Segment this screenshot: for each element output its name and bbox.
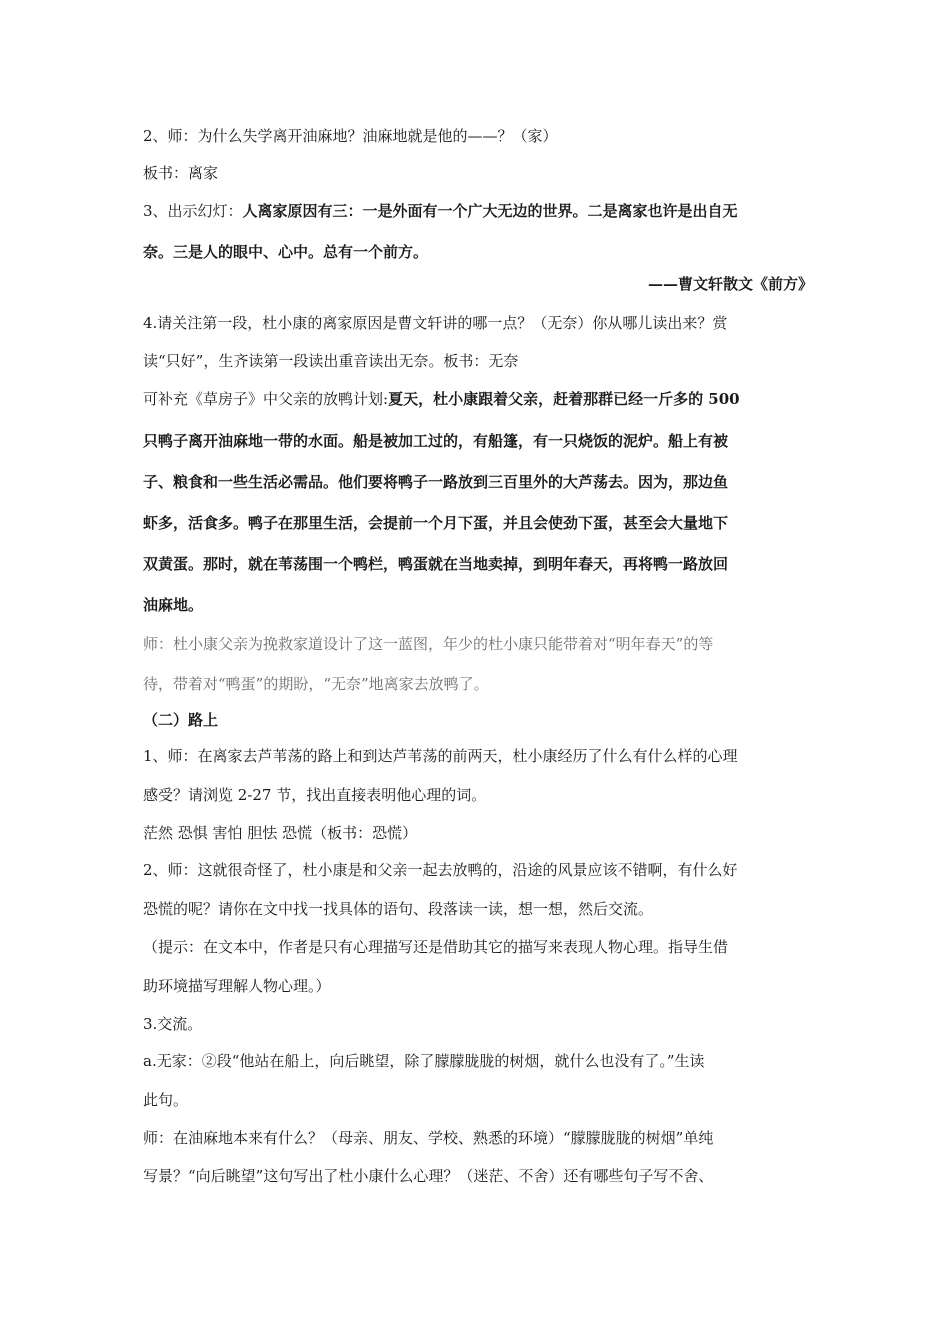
text-line: 读“只好”，生齐读第一段读出重音读出无奈。板书：无奈 xyxy=(143,352,519,370)
text-line: 助环境描写理解人物心理。） xyxy=(143,977,331,995)
text-span: 可补充《草房子》中父亲的放鸭计划: xyxy=(143,390,389,408)
section-heading: （二）路上 xyxy=(143,711,219,729)
text-line: 此句。 xyxy=(143,1091,189,1109)
text-line: 3.交流。 xyxy=(143,1015,203,1033)
text-line: 恐慌的呢？请你在文中找一找具体的语句、段落读一读，想一想，然后交流。 xyxy=(143,900,654,918)
excerpt-text: 子、粮食和一些生活必需品。他们要将鸭子一路放到三百里外的大芦荡去。因为，那边鱼 xyxy=(143,473,729,491)
text-line: 4.请关注第一段，杜小康的离家原因是曹文轩讲的哪一点？（无奈）你从哪儿读出来？赏 xyxy=(143,314,728,332)
quote-text: 奈。三是人的眼中、心中。总有一个前方。 xyxy=(143,243,429,261)
excerpt-text: 油麻地。 xyxy=(143,596,204,614)
excerpt-text: 只鸭子离开油麻地一带的水面。船是被加工过的，有船篷，有一只烧饭的泥炉。船上有被 xyxy=(143,432,729,450)
text-line xyxy=(143,389,813,409)
text-line: 写景？“向后眺望”这句写出了杜小康什么心理？（迷茫、不舍）还有哪些句子写不舍、 xyxy=(143,1167,714,1185)
text-line: 板书：离家 xyxy=(143,164,219,182)
quote-text: 人离家原因有三：一是外面有一个广大无边的世界。二是离家也许是出自无 xyxy=(242,202,738,220)
excerpt-text: 双黄蛋。那时，就在苇荡围一个鸭栏，鸭蛋就在当地卖掉，到明年春天，再将鸭一路放回 xyxy=(143,555,729,573)
text-line: （提示：在文本中，作者是只有心理描写还是借助其它的描写来表现人物心理。指导生借 xyxy=(143,938,729,956)
excerpt-text: 夏天，杜小康跟着父亲，赶着那群已经一斤多的 500 xyxy=(388,390,740,408)
excerpt-text: 虾多，活食多。鸭子在那里生活，会提前一个月下蛋，并且会使劲下蛋，甚至会大量地下 xyxy=(143,514,729,532)
text-line: 1、师：在离家去芦苇荡的路上和到达芦苇荡的前两天，杜小康经历了什么有什么样的心理 xyxy=(143,747,738,765)
teacher-note: 待，带着对“鸭蛋”的期盼，“无奈”地离家去放鸭了。 xyxy=(143,675,489,693)
text-line: a.无家：②段“他站在船上，向后眺望，除了朦朦胧胧的树烟，就什么也没有了。”生读 xyxy=(143,1052,705,1070)
text-line xyxy=(143,201,813,221)
text-line: 感受？请浏览 2-27 节，找出直接表明他心理的词。 xyxy=(143,786,487,804)
teacher-note: 师：杜小康父亲为挽救家道设计了这一蓝图，年少的杜小康只能带着对“明年春天”的等 xyxy=(143,635,714,653)
text-line: 师：在油麻地本来有什么？（母亲、朋友、学校、熟悉的环境）“朦朦胧胧的树烟”单纯 xyxy=(143,1129,714,1147)
text-span: 3、出示幻灯： xyxy=(143,202,243,220)
text-line: 茫然 恐惧 害怕 胆怯 恐慌（板书：恐慌） xyxy=(143,824,418,842)
quote-attribution: ——曹文轩散文《前方》 xyxy=(647,275,813,293)
text-line: 2、师：为什么失学离开油麻地？油麻地就是他的——？（家） xyxy=(143,127,558,145)
text-line: 2、师：这就很奇怪了，杜小康是和父亲一起去放鸭的，沿途的风景应该不错啊，有什么好 xyxy=(143,861,738,879)
